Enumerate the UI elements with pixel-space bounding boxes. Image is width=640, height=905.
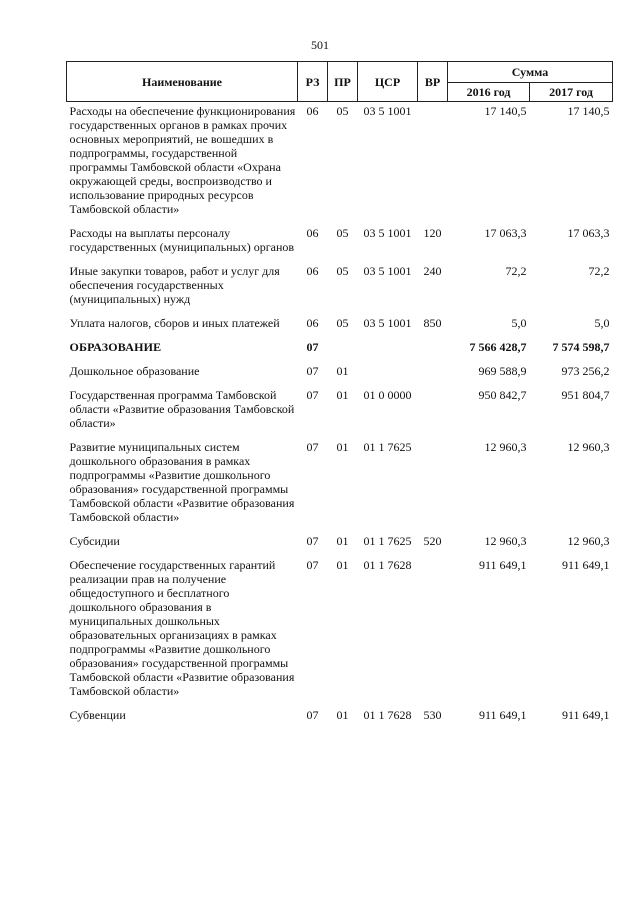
table-row	[67, 378, 613, 430]
row-rz: 06	[306, 264, 319, 278]
row-vr	[418, 378, 448, 430]
row-vr: 520	[423, 534, 442, 548]
row-name: Субвенции	[69, 708, 126, 722]
table-row	[67, 524, 613, 548]
row-rz: 07	[306, 558, 319, 572]
row-sum-2016: 72,2	[505, 264, 527, 278]
header-csr: ЦСР	[358, 62, 418, 102]
table-header	[67, 62, 613, 102]
table-row	[67, 548, 613, 698]
row-sum-2017: 973 256,2	[561, 364, 610, 378]
row-sum-2017: 17 140,5	[567, 104, 610, 118]
row-vr: 120	[423, 226, 442, 240]
row-sum-2016: 7 566 428,7	[469, 340, 527, 354]
row-name: Расходы на выплаты персоналу государственных (муниципальных) органов	[69, 226, 295, 254]
table-row	[67, 102, 613, 217]
row-name: Расходы на обеспечение функционирования государственных органов в рамках прочих основных мероприятий, не вошедших в подпрограммы, государственной программы Тамбовской области «Охрана окружающей среды, воспроизводство и использование природных ресурсов Тамбовской области»	[69, 104, 296, 216]
row-vr	[418, 102, 448, 217]
row-pr: 05	[336, 226, 349, 240]
row-csr: 01 1 7628	[363, 558, 412, 572]
table-row	[67, 698, 613, 722]
header-vr: ВР	[418, 62, 448, 102]
row-csr: 03 5 1001	[363, 104, 412, 118]
row-sum-2016: 911 649,1	[478, 558, 527, 572]
row-sum-2016: 12 960,3	[484, 440, 527, 454]
table-row	[67, 254, 613, 306]
row-sum-2017: 5,0	[594, 316, 610, 330]
row-pr: 01	[336, 708, 349, 722]
row-vr: 530	[423, 708, 442, 722]
row-pr: 01	[336, 558, 349, 572]
header-year-2017: 2017 год	[530, 83, 613, 102]
row-pr: 01	[336, 364, 349, 378]
row-vr	[418, 430, 448, 524]
row-name: Обеспечение государственных гарантий реализации прав на получение общедоступного и бесплатного дошкольного образования в муниципальных дошкольных образовательных организациях в рамках подпрограммы «Развитие дошкольного образования» государственной программы Тамбовской области «Развитие образования Тамбовской области»	[69, 558, 295, 698]
row-name: Дошкольное образование	[69, 364, 200, 378]
row-sum-2016: 969 588,9	[478, 364, 527, 378]
header-pr: ПР	[328, 62, 358, 102]
table-body	[67, 102, 613, 723]
table-row	[67, 306, 613, 330]
row-name: Государственная программа Тамбовской области «Развитие образования Тамбовской области»	[69, 388, 295, 430]
row-rz: 07	[306, 388, 319, 402]
row-vr	[418, 548, 448, 698]
row-vr	[418, 330, 448, 354]
row-name: Субсидии	[69, 534, 120, 548]
row-vr: 240	[423, 264, 442, 278]
row-sum-2017: 12 960,3	[567, 440, 610, 454]
row-csr: 01 1 7625	[363, 440, 412, 454]
row-csr	[358, 330, 418, 354]
row-rz: 07	[306, 708, 319, 722]
row-sum-2017: 911 649,1	[561, 708, 610, 722]
row-csr: 03 5 1001	[363, 316, 412, 330]
row-sum-2017: 7 574 598,7	[552, 340, 610, 354]
header-name: Наименование	[67, 62, 298, 102]
budget-table	[66, 61, 613, 722]
row-rz: 07	[306, 440, 319, 454]
row-sum-2017: 12 960,3	[567, 534, 610, 548]
table-row	[67, 354, 613, 378]
row-sum-2016: 17 063,3	[484, 226, 527, 240]
row-csr: 01 1 7628	[363, 708, 412, 722]
row-name: Иные закупки товаров, работ и услуг для обеспечения государственных (муниципальных) нужд	[69, 264, 280, 306]
row-csr: 03 5 1001	[363, 264, 412, 278]
row-vr: 850	[423, 316, 442, 330]
row-sum-2016: 17 140,5	[484, 104, 527, 118]
row-rz: 06	[306, 226, 319, 240]
row-name: Развитие муниципальных систем дошкольного образования в рамках подпрограммы «Развитие дошкольного образования» государственной программы Тамбовской области «Развитие образования Тамбовской области»	[69, 440, 295, 524]
header-rz: РЗ	[298, 62, 328, 102]
row-sum-2016: 950 842,7	[478, 388, 527, 402]
row-pr: 01	[336, 440, 349, 454]
row-sum-2016: 12 960,3	[484, 534, 527, 548]
table-row	[67, 216, 613, 254]
row-csr: 01 1 7625	[363, 534, 412, 548]
row-csr: 01 0 0000	[363, 388, 412, 402]
row-name: Уплата налогов, сборов и иных платежей	[69, 316, 280, 330]
row-rz: 06	[306, 104, 319, 118]
row-pr: 01	[336, 534, 349, 548]
row-sum-2017: 17 063,3	[567, 226, 610, 240]
row-sum-2017: 72,2	[588, 264, 610, 278]
row-vr	[418, 354, 448, 378]
row-csr	[358, 354, 418, 378]
header-sum: Сумма	[448, 62, 613, 83]
row-rz: 07	[306, 534, 319, 548]
row-name: ОБРАЗОВАНИЕ	[69, 340, 162, 354]
row-rz: 07	[306, 364, 319, 378]
row-sum-2017: 911 649,1	[561, 558, 610, 572]
row-sum-2016: 911 649,1	[478, 708, 527, 722]
row-sum-2017: 951 804,7	[561, 388, 610, 402]
row-pr: 01	[336, 388, 349, 402]
page-number: 501	[311, 38, 329, 52]
row-pr: 05	[336, 104, 349, 118]
table-row-section	[67, 330, 613, 354]
row-sum-2016: 5,0	[511, 316, 527, 330]
header-year-2016: 2016 год	[448, 83, 530, 102]
row-pr: 05	[336, 264, 349, 278]
row-rz: 06	[306, 316, 319, 330]
row-rz: 07	[306, 340, 319, 354]
row-csr: 03 5 1001	[363, 226, 412, 240]
table-row	[67, 430, 613, 524]
row-pr: 05	[336, 316, 349, 330]
row-pr	[328, 330, 358, 354]
